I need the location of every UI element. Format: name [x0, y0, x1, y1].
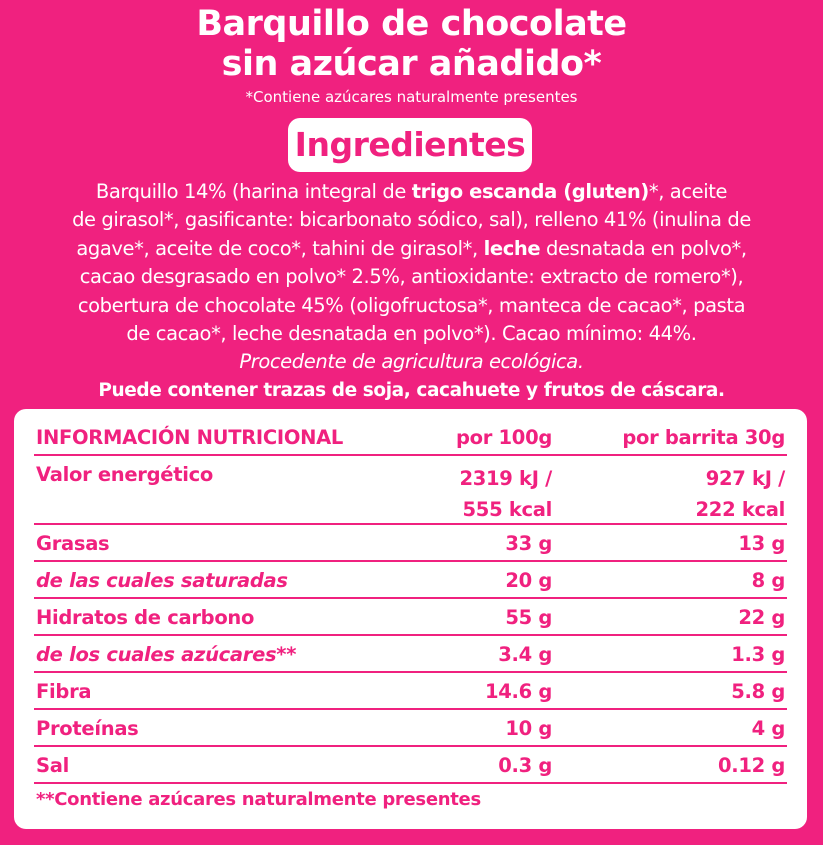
ingredients-line	[10, 178, 813, 206]
nutrition-row-salt	[34, 747, 787, 784]
nutrition-value-per100: 14.6 g	[484, 680, 552, 703]
nutrition-value-per100: 20 g	[505, 569, 552, 592]
nutrition-value-perbar: 22 g	[738, 606, 785, 629]
nutrition-value-perbar: 0.12 g	[717, 754, 785, 777]
ingredients-heading: Ingredientes	[288, 118, 532, 172]
ingredients-text-segment: desnatada en polvo*,	[540, 236, 747, 260]
product-title-line1: Barquillo de chocolate	[196, 4, 627, 44]
product-title-line2: sin azúcar añadido*	[221, 44, 602, 84]
ingredients-line: cobertura de chocolate 45% (oligofructosa*, manteca de cacao*, pasta	[77, 293, 746, 317]
nutrition-row-sugars	[34, 636, 787, 673]
nutrition-row-saturated	[34, 562, 787, 599]
nutrition-footnote: **Contiene azúcares naturalmente presentes	[36, 789, 481, 810]
ingredients-line	[10, 235, 813, 263]
nutrition-label: Valor energético	[36, 463, 213, 486]
nutrition-label: Grasas	[36, 532, 110, 555]
allergen-highlight: trigo escanda (gluten)	[411, 180, 649, 203]
nutrition-label: Proteínas	[36, 717, 139, 740]
allergen-highlight: leche	[483, 236, 541, 260]
ingredients-text-segment: agave*, aceite de coco*, tahini de girasol*,	[76, 236, 484, 260]
nutrition-label: de las cuales saturadas	[36, 569, 288, 592]
product-subtitle: *Contiene azúcares naturalmente presentes	[245, 88, 578, 106]
nutrition-value-perbar: 13 g	[738, 532, 785, 555]
energy-kcal-perbar: 222 kcal	[695, 498, 785, 521]
organic-note: Procedente de agricultura ecológica.	[239, 350, 584, 374]
nutrition-value-per100: 0.3 g	[498, 754, 552, 777]
nutrition-row-protein	[34, 710, 787, 747]
nutrition-value-perbar: 8 g	[751, 569, 785, 592]
nutrition-row-energy	[34, 456, 787, 525]
energy-kj-per100: 2319 kJ /	[459, 467, 552, 490]
ingredients-text-segment: Barquillo 14% (harina integral de	[95, 180, 412, 203]
product-title	[0, 4, 823, 84]
energy-kj-perbar: 927 kJ /	[705, 467, 785, 490]
ingredients-line: de cacao*, leche desnatada en polvo*). Cacao mínimo: 44%.	[126, 322, 697, 346]
energy-kcal-per100: 555 kcal	[462, 498, 552, 521]
nutrition-label: Sal	[36, 754, 69, 777]
nutrition-value-per100: 33 g	[505, 532, 552, 555]
nutrition-header-label: INFORMACIÓN NUTRICIONAL	[36, 426, 344, 449]
ingredients-line: cacao desgrasado en polvo* 2.5%, antioxidante: extracto de romero*),	[79, 265, 744, 289]
nutrition-value-per100: 55 g	[505, 606, 552, 629]
ingredients-text	[10, 178, 813, 405]
nutrition-header-per100: por 100g	[455, 426, 552, 449]
nutrition-label: Hidratos de carbono	[36, 606, 255, 629]
nutrition-table	[34, 419, 787, 784]
nutrition-value-per100: 3.4 g	[498, 643, 552, 666]
nutrition-value-perbar: 1.3 g	[731, 643, 785, 666]
traces-warning: Puede contener trazas de soja, cacahuete y frutos de cáscara.	[98, 379, 725, 401]
nutrition-value-per100	[460, 463, 553, 525]
nutrition-row-fat	[34, 525, 787, 562]
nutrition-row-carbs	[34, 599, 787, 636]
ingredients-line: de girasol*, gasificante: bicarbonato sódico, sal), relleno 41% (inulina de	[72, 208, 751, 232]
nutrition-label: de los cuales azúcares**	[36, 643, 297, 666]
nutrition-value-perbar	[696, 463, 785, 525]
ingredients-text-segment: *, aceite	[648, 180, 728, 203]
nutrition-value-per100: 10 g	[505, 717, 552, 740]
nutrition-value-perbar: 4 g	[751, 717, 785, 740]
nutrition-header-row	[34, 419, 787, 456]
nutrition-panel	[14, 409, 807, 829]
nutrition-row-fibre	[34, 673, 787, 710]
nutrition-header-perbar: por barrita 30g	[622, 426, 785, 449]
nutrition-value-perbar: 5.8 g	[731, 680, 785, 703]
nutrition-label: Fibra	[36, 680, 92, 703]
